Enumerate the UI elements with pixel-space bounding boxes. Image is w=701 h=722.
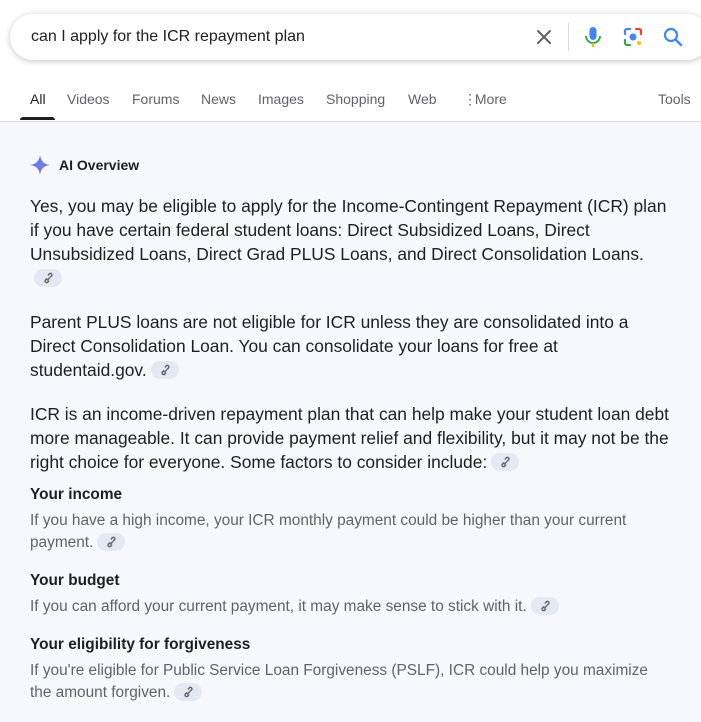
- tab-images[interactable]: Images: [258, 91, 304, 107]
- tab-more-label: More: [474, 91, 507, 107]
- tab-forums[interactable]: Forums: [132, 91, 180, 107]
- camera-lens-icon[interactable]: [621, 25, 645, 49]
- close-icon[interactable]: [532, 25, 556, 49]
- factor-text: [30, 660, 670, 704]
- search-icon[interactable]: [661, 25, 685, 49]
- search-bar[interactable]: [10, 14, 701, 60]
- factor-title: Your budget: [30, 572, 120, 589]
- ai-overview-panel: [0, 122, 701, 722]
- overview-paragraph: [30, 194, 670, 290]
- factor-title: Your eligibility for forgiveness: [30, 636, 251, 653]
- overview-paragraph: [30, 402, 670, 474]
- source-link-icon[interactable]: [531, 597, 559, 615]
- overview-paragraph: [30, 310, 670, 382]
- factor-title: Your income: [30, 486, 123, 503]
- paragraph-text: ICR is an income-driven repayment plan that can help make your student loan debt more manageable. It can provide payment relief and flexibility, but it may not be the right choice for everyone. Some factors to consider include:: [30, 404, 669, 472]
- search-input[interactable]: can I apply for the ICR repayment plan: [31, 28, 305, 45]
- tools-button[interactable]: Tools: [658, 91, 691, 107]
- tab-shopping[interactable]: Shopping: [326, 91, 386, 107]
- source-link-icon[interactable]: [151, 361, 179, 379]
- tab-more[interactable]: [463, 91, 507, 108]
- tab-news[interactable]: News: [201, 91, 237, 107]
- source-link-icon[interactable]: [174, 683, 202, 701]
- more-vert-icon: ⋮: [463, 91, 477, 107]
- paragraph-text: Parent PLUS loans are not eligible for ICR unless they are consolidated into a Direct Consolidation Loan. You can consolidate your loans for free at studentaid.gov.: [30, 312, 629, 380]
- ai-overview-title: AI Overview: [59, 157, 140, 173]
- factor-text: [30, 510, 670, 554]
- tab-videos[interactable]: Videos: [67, 91, 110, 107]
- tab-web[interactable]: Web: [408, 91, 437, 107]
- ai-overview-header: [29, 153, 139, 177]
- active-tab-indicator: [20, 117, 55, 120]
- sparkle-icon: [29, 154, 51, 176]
- paragraph-text: Yes, you may be eligible to apply for the Income-Contingent Repayment (ICR) plan if you have certain federal student loans: Direct Subsidized Loans, Direct Unsubsidized Loans, Direct Grad PLUS Loans, and Direct Consolidation Loans.: [30, 196, 667, 264]
- tab-all[interactable]: All: [30, 91, 46, 107]
- source-link-icon[interactable]: [491, 453, 519, 471]
- factor-description: If you can afford your current payment, it may make sense to stick with it.: [30, 598, 527, 615]
- microphone-icon[interactable]: [581, 25, 605, 49]
- factor-description: If you have a high income, your ICR monthly payment could be higher than your current payment.: [30, 512, 627, 551]
- source-link-icon[interactable]: [97, 533, 125, 551]
- search-tabs: [0, 80, 701, 122]
- factor-description: If you're eligible for Public Service Loan Forgiveness (PSLF), ICR could help you maximize the amount forgiven.: [30, 662, 648, 701]
- factor-text: [30, 596, 670, 618]
- search-divider: [568, 23, 569, 51]
- source-link-icon[interactable]: [34, 269, 62, 287]
